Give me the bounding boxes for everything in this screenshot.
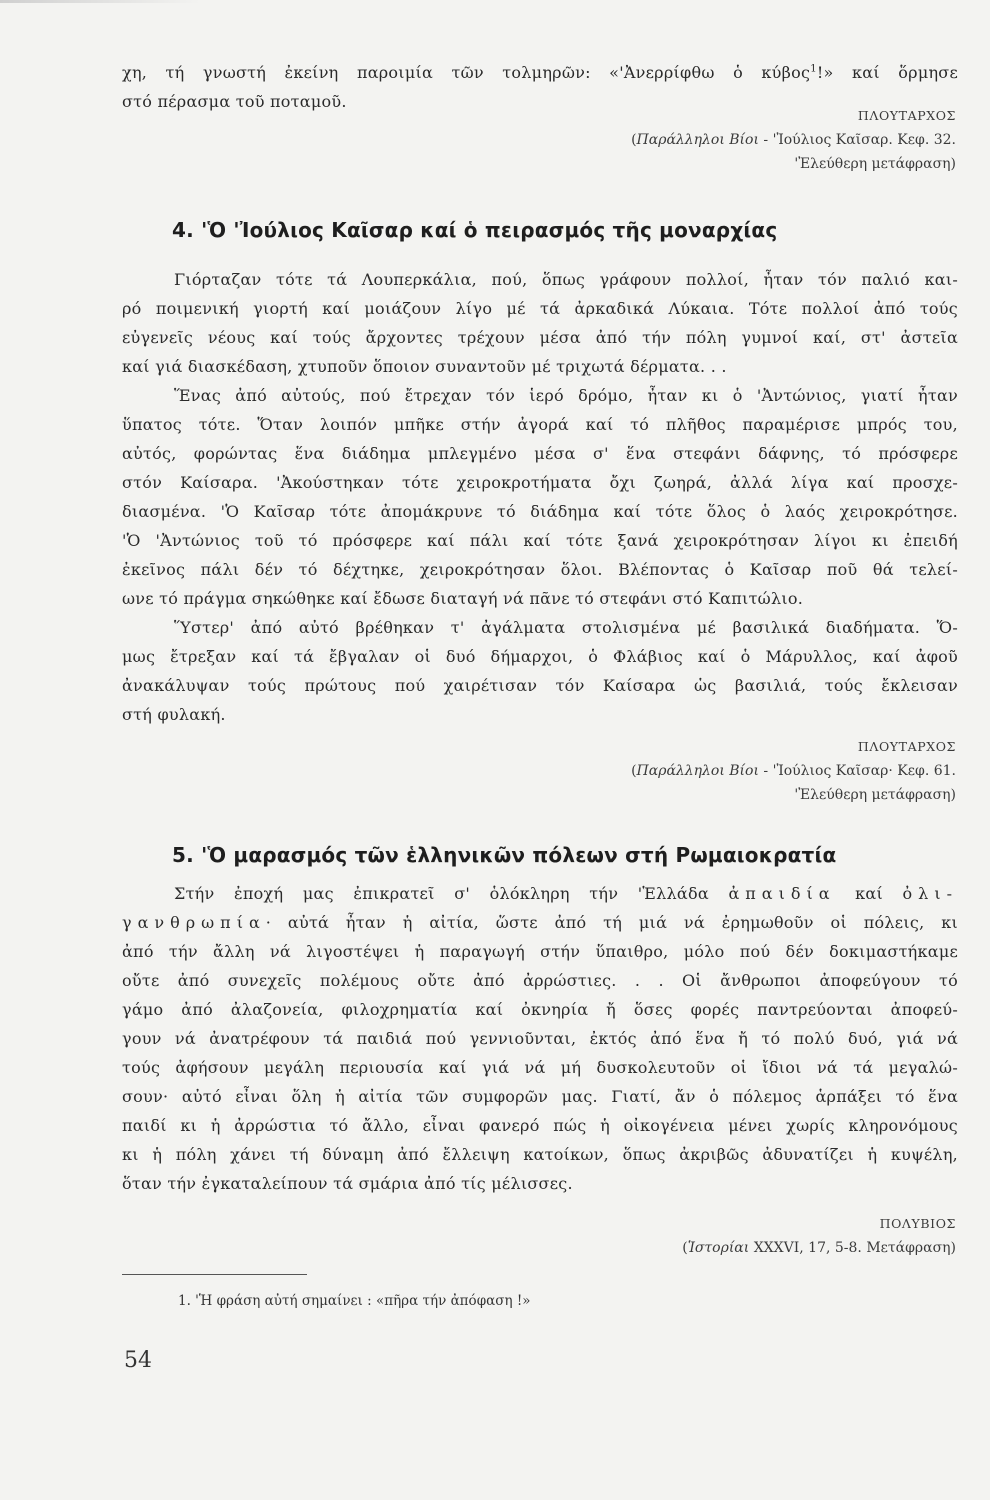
text-line: τούς ἀφήσουν μεγάλη περιουσία καί γιά νά μή δυσκολευτοῦν οἱ ἴδιοι νά τά μεγαλώ- [122, 1058, 958, 1077]
text-line: μως ἔτρεξαν καί τά ἔβγαλαν οἱ δυό δήμαρχοι, ὁ Φλάβιος καί ὁ Μάρυλλος, καί ἀφοῦ [122, 647, 958, 666]
text-line: διασμένα. 'Ὁ Καῖσαρ τότε ἀπομάκρυνε τό διάδημα καί τότε ὅλος ὁ λαός χειροκρότησε. [122, 502, 958, 521]
source-ref: - 'Ἰούλιος Καῖσαρ. Κεφ. 32. [758, 132, 956, 148]
text-run: Στήν ἐποχή μας ἐπικρατεῖ σ' ὁλόκληρη τήν 'Ἑλλάδα [174, 884, 729, 903]
paren: ( [631, 763, 637, 779]
spaced-word: ἀπαιδία [728, 884, 836, 903]
section-4-body [122, 265, 958, 729]
paragraph [122, 613, 958, 729]
source-citation-2 [631, 735, 956, 807]
text-line: οὔτε ἀπό συνεχεῖς πολέμους οὔτε ἀπό ἀρρώστιες. . . Οἱ ἄνθρωποι ἀποφεύγουν τό [122, 971, 958, 990]
footnote-marker: 1 [810, 63, 817, 75]
footnote: 1. 'Ἡ φράση αὐτή σημαίνει : «πῆρα τήν ἀπόφαση !» [178, 1293, 531, 1309]
text-line: Ἕνας ἀπό αὐτούς, πού ἔτρεχαν τόν ἱερό δρόμο, ἦταν κι ὁ 'Ἀντώνιος, γιατί ἦταν [174, 386, 958, 405]
text-line: στόν Καίσαρα. 'Ἀκούστηκαν τότε χειροκροτήματα ὄχι ζωηρά, ἀλλά λίγα καί προσχε- [122, 473, 958, 492]
text-line: σουν· αὐτό εἶναι ὅλη ἡ αἰτία τῶν συμφορῶν μας. Γιατί, ἄν ὁ πόλεμος ἁρπάξει τό ἕνα [122, 1087, 958, 1106]
text-line: ρό ποιμενική γιορτή καί μοιάζουν λίγο μέ τά ἀρκαδικά Λύκαια. Τότε πολλοί ἀπό τούς [122, 299, 958, 318]
source-work: Παράλληλοι Βίοι [636, 763, 759, 779]
source-citation-3 [682, 1212, 956, 1260]
source-author: ΠΛΟΥΤΑΡΧΟΣ [857, 739, 956, 754]
page-number: 54 [124, 1348, 152, 1373]
source-reference [631, 759, 956, 783]
source-reference [682, 1236, 956, 1260]
text-line: ἀπό τήν ἄλλη νά λιγοστέψει ἡ παραγωγή στήν ὕπαιθρο, μόλο πού δέν δοκιμαστήκαμε [122, 942, 958, 961]
source-note: 'Ἐλεύθερη μετάφραση) [794, 156, 956, 172]
source-citation-1 [631, 104, 956, 176]
intro-line: στό πέρασμα τοῦ ποταμοῦ. [122, 92, 347, 111]
footnote-divider [122, 1274, 307, 1275]
text-run: καί [835, 884, 903, 903]
text-line: εὐγενεῖς νέους καί τούς ἄρχοντες τρέχουν μέσα ἀπό τήν πόλη γυμνοί καί, στ' ἀστεῖα [122, 328, 958, 347]
source-work: Ἱστορίαι [687, 1240, 750, 1256]
text-line: γουν νά ἀνατρέφουν τά παιδιά πού γεννιοῦνται, ἐκτός ἀπό ἕνα ἤ τό πολύ δυό, γιά νά [122, 1029, 958, 1048]
paren: ( [631, 132, 637, 148]
source-author: ΠΟΛΥΒΙΟΣ [879, 1216, 956, 1231]
paragraph [122, 265, 958, 381]
source-author: ΠΛΟΥΤΑΡΧΟΣ [857, 108, 956, 123]
section-heading-4: 4. 'Ὁ 'Ἰούλιος Καῖσαρ καί ὁ πειρασμός τῆς μοναρχίας [172, 218, 778, 242]
section-5-body [122, 879, 958, 1198]
intro-line [122, 58, 958, 87]
text-line [122, 879, 958, 908]
text-line: κι ἡ πόλη χάνει τή δύναμη ἀπό ἔλλειψη κατοίκων, ὅπως ἀκριβῶς ἀδυνατίζει ἡ κυψέλη, [122, 1145, 958, 1164]
text-run: · αὐτά ἦταν ἡ αἰτία, ὥστε ἀπό τή μιά νά ἐρημωθοῦν οἱ πόλεις, κι [265, 913, 958, 932]
text-line: ωνε τό πράγμα σηκώθηκε καί ἔδωσε διαταγή νά πᾶνε τό στεφάνι στό Καπιτώλιο. [122, 589, 804, 608]
text-line: ἀνακάλυψαν τούς πρώτους πού χαιρέτισαν τόν Καίσαρα ὡς βασιλιά, τούς ἔκλεισαν [122, 676, 958, 695]
source-ref: - 'Ἰούλιος Καῖσαρ· Κεφ. 61. [758, 763, 956, 779]
text-line: στή φυλακή. [122, 705, 226, 724]
text-line: καί γιά διασκέδαση, χτυποῦν ὅποιον συναντοῦν μέ τριχωτά δέρματα. . . [122, 357, 727, 376]
intro-line-text: χη, τή γνωστή ἐκείνη παροιμία τῶν τολμηρῶν: «'Ἀνερρίφθω ὁ κύβος [122, 63, 811, 82]
text-line: παιδί κι ἡ ἀρρώστια τό ἄλλο, εἶναι φανερό πώς ἡ οἰκογένεια μένει χωρίς κληρονόμους [122, 1116, 958, 1135]
spaced-word: γανθρωπία [122, 913, 266, 932]
text-line: αὐτός, φορώντας ἕνα διάδημα μπλεγμένο μέσα σ' ἕνα στεφάνι δάφνης, τό πρόσφερε [122, 444, 958, 463]
text-line: Ὕστερ' ἀπό αὐτό βρέθηκαν τ' ἀγάλματα στολισμένα μέ βασιλικά διαδήματα. Ὅ- [174, 618, 958, 637]
text-line: ὅταν τήν ἐγκαταλείπουν τά σμάρια ἀπό τίς μέλισσες. [122, 1174, 573, 1193]
source-work: Παράλληλοι Βίοι [636, 132, 759, 148]
paren: ( [682, 1240, 688, 1256]
spaced-word: ὀλι- [902, 884, 958, 903]
paragraph [122, 879, 958, 1198]
source-reference [631, 128, 956, 152]
text-line [122, 908, 958, 937]
intro-line-tail: !» καί ὅρμησε [816, 63, 959, 82]
text-line: ἐκεῖνος πάλι δέν τό δέχτηκε, χειροκρότησαν ὅλοι. Βλέποντας ὁ Καῖσαρ ποῦ θά τελεί- [122, 560, 958, 579]
section-heading-5: 5. 'Ὁ μαρασμός τῶν ἑλληνικῶν πόλεων στή Ρωμαιοκρατία [172, 843, 837, 867]
scan-edge-line [0, 0, 200, 3]
text-line: 'Ὁ 'Ἀντώνιος τοῦ τό πρόσφερε καί πάλι καί τότε ξανά χειροκρότησαν λίγοι κι ἐπειδή [122, 531, 958, 550]
source-ref: XXXVI, 17, 5-8. Μετάφραση) [749, 1240, 956, 1256]
source-note: 'Ἐλεύθερη μετάφραση) [794, 787, 956, 803]
text-line: γάμο ἀπό ἀλαζονεία, φιλοχρηματία καί ὀκνηρία ἤ ὅσες φορές παντρεύονται ἀποφεύ- [122, 1000, 958, 1019]
paragraph [122, 381, 958, 613]
text-line: ὕπατος τότε. Ὅταν λοιπόν μπῆκε στήν ἀγορά καί τό πλῆθος παραμέρισε μπρός του, [122, 415, 958, 434]
text-line: Γιόρταζαν τότε τά Λουπερκάλια, πού, ὅπως γράφουν πολλοί, ἦταν τόν παλιό και- [174, 270, 958, 289]
